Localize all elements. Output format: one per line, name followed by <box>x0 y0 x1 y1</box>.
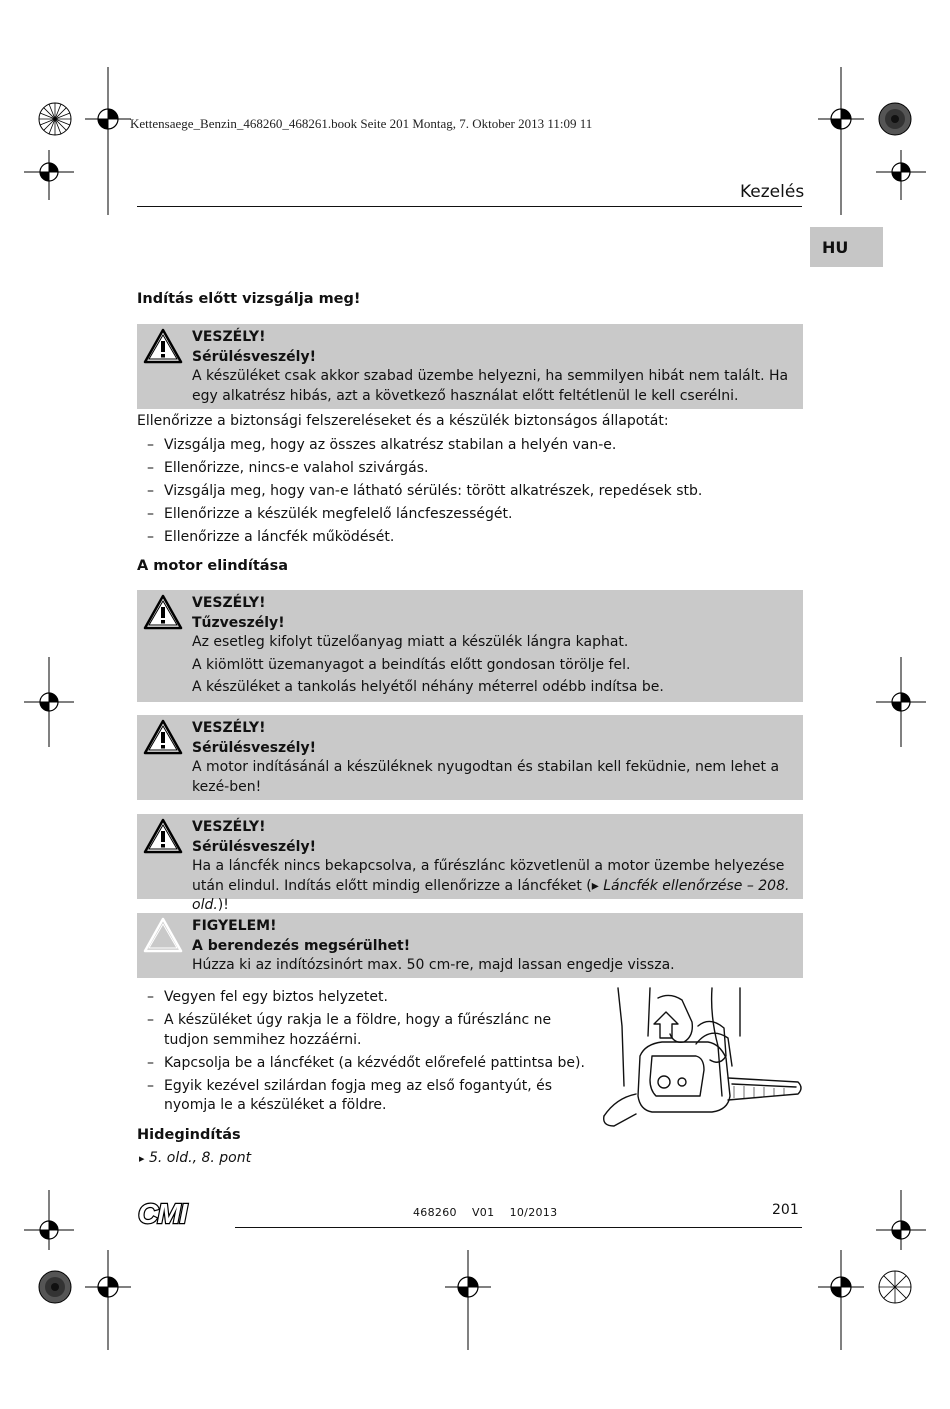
starburst-mark-icon <box>878 1270 912 1304</box>
danger-text: A motor indításánál a készüléknek nyugodtan és stabilan kell feküdnie, nem lehet a kezé-ben! <box>192 759 780 795</box>
starburst-mark-icon <box>38 102 72 136</box>
section-title: Kezelés <box>740 182 805 202</box>
start-steps-list <box>147 988 587 1119</box>
list-item: – Vegyen fel egy biztos helyzetet. <box>147 988 587 1008</box>
danger-text: A készüléket a tankolás helyétől néhány méterrel odébb indítsa be. <box>192 679 664 695</box>
danger-label: VESZÉLY! <box>192 720 266 736</box>
document-code: 468260 V01 10/2013 <box>413 1206 558 1219</box>
registration-mark-icon <box>876 657 926 747</box>
warning-triangle-icon <box>143 328 183 364</box>
danger-subtitle: Tűzveszély! <box>192 614 285 631</box>
danger-text <box>192 857 797 916</box>
list-item: – Egyik kezével szilárdan fogja meg az első fogantyút, és nyomja le a készüléket a földre. <box>147 1077 587 1116</box>
danger-text-part: )! <box>217 897 229 913</box>
cmi-logo <box>137 1198 233 1232</box>
danger-subtitle: Sérülésveszély! <box>192 838 316 855</box>
danger-text: Az esetleg kifolyt tüzelőanyag miatt a készülék lángra kaphat. <box>192 634 629 650</box>
registration-mark-icon <box>85 67 131 215</box>
list-item: – Ellenőrizze a láncfék működését. <box>147 528 702 548</box>
check-list <box>147 436 702 551</box>
registration-mark-icon <box>85 1250 131 1350</box>
cross-reference-link[interactable]: 5. old., 8. pont <box>148 1150 252 1166</box>
list-item: – Kapcsolja be a láncféket (a kézvédőt előrefelé pattintsa be). <box>147 1054 587 1074</box>
caution-box <box>137 913 803 978</box>
cold-start-reference <box>139 1150 251 1166</box>
header-rule <box>137 206 802 207</box>
danger-box-fire <box>137 590 803 702</box>
registration-mark-icon <box>24 657 74 747</box>
danger-text: A készüléket csak akkor szabad üzembe helyezni, ha semmilyen hibát nem talált. Ha egy alkatrész hibás, azt a következő használat előtt feltétlenül le kell cserélni. <box>192 368 789 404</box>
warning-triangle-icon <box>143 818 183 854</box>
registration-mark-icon <box>24 1190 74 1250</box>
chainsaw-on-ground-illustration <box>600 986 805 1132</box>
danger-text: A kiömlött üzemanyagot a beindítás előtt gondosan törölje fel. <box>192 656 631 673</box>
registration-mark-icon <box>876 150 926 200</box>
page-number: 201 <box>772 1202 799 1218</box>
logo-text: CMI <box>138 1198 187 1228</box>
registration-mark-icon <box>24 150 74 200</box>
cross-reference-link[interactable]: Láncfék ellenőrzése – 208. old. <box>192 877 790 913</box>
danger-box-injury <box>137 715 803 800</box>
list-item: – Vizsgálja meg, hogy az összes alkatrész stabilan a helyén van-e. <box>147 436 702 456</box>
danger-subtitle: Sérülésveszély! <box>192 348 316 365</box>
danger-text-part: Ha a láncfék nincs bekapcsolva, a fűrészlánc közvetlenül a motor üzembe helyezése után elindul. Indítás előtt mindig ellenőrizze a láncféket ( <box>192 858 785 894</box>
danger-box-injury <box>137 324 803 409</box>
print-info: Kettensaege_Benzin_468260_468261.book Seite 201 Montag, 7. Oktober 2013 11:09 11 <box>130 116 593 131</box>
danger-subtitle: Sérülésveszély! <box>192 739 316 756</box>
registration-mark-icon <box>818 1250 864 1350</box>
language-tab: HU <box>810 227 883 267</box>
reference-arrow-icon: ▸ <box>139 1152 145 1165</box>
caution-text: Húzza ki az indítózsinórt max. 50 cm-re, majd lassan engedje vissza. <box>192 957 675 973</box>
caution-subtitle: A berendezés megsérülhet! <box>192 937 411 954</box>
grayscale-mark-icon <box>38 1270 72 1304</box>
heading-start-motor: A motor elindítása <box>137 558 289 574</box>
warning-triangle-icon <box>143 719 183 755</box>
danger-box-chain-brake <box>137 814 803 913</box>
list-item: – Vizsgálja meg, hogy van-e látható sérülés: törött alkatrészek, repedések stb. <box>147 482 702 502</box>
reference-arrow-icon: ▸ <box>591 877 599 894</box>
caution-triangle-icon <box>143 917 183 953</box>
list-item: – Ellenőrizze a készülék megfelelő láncfeszességét. <box>147 505 702 525</box>
warning-triangle-icon <box>143 594 183 630</box>
danger-label: VESZÉLY! <box>192 329 266 345</box>
intro-paragraph: Ellenőrizze a biztonsági felszereléseket és a készülék biztonságos állapotát: <box>137 413 669 429</box>
registration-mark-icon <box>876 1190 926 1250</box>
footer-rule <box>235 1227 802 1228</box>
heading-check-before-start: Indítás előtt vizsgálja meg! <box>137 291 361 307</box>
danger-label: VESZÉLY! <box>192 595 266 611</box>
list-item: – Ellenőrizze, nincs-e valahol szivárgás. <box>147 459 702 479</box>
danger-label: VESZÉLY! <box>192 819 266 835</box>
registration-mark-icon <box>818 67 864 215</box>
list-item: – A készüléket úgy rakja le a földre, hogy a fűrészlánc ne tudjon semmihez hozzáérni. <box>147 1011 587 1050</box>
cmi-logo-icon <box>137 1198 233 1228</box>
caution-label: FIGYELEM! <box>192 918 277 934</box>
heading-cold-start: Hidegindítás <box>137 1127 241 1143</box>
grayscale-mark-icon <box>878 102 912 136</box>
registration-mark-icon <box>445 1250 491 1350</box>
